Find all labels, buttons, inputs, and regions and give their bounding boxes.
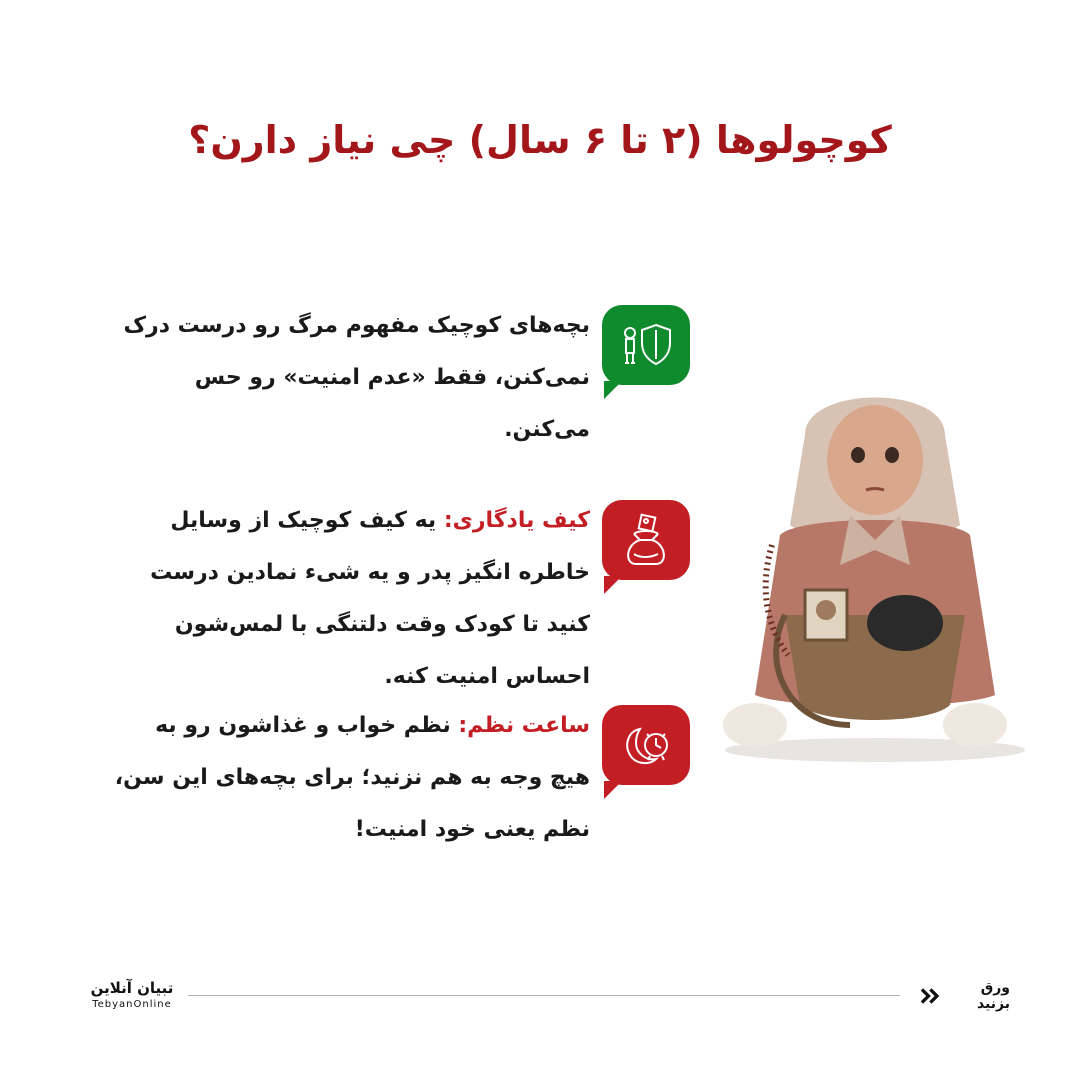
eye-right (885, 447, 899, 463)
logo-persian: تبیان آنلاین (90, 979, 174, 997)
page-title: کوچولوها (۲ تا ۶ سال) چی نیاز دارن؟ (188, 118, 892, 162)
info-body: یه کیف کوچیک از وسایل خاطره انگیز پدر و یه شیء نمادین درست کنید تا کودک وقت دلتنگی با لمس‌شون احساس امنیت کنه. (150, 508, 590, 689)
icon-bubble (602, 305, 690, 385)
info-body: بچه‌های کوچیک مفهوم مرگ رو درست درک نمی‌کنن، فقط «عدم امنیت» رو حس می‌کنن. (123, 313, 590, 442)
eye-left (851, 447, 865, 463)
info-text (110, 300, 590, 456)
sock-left (723, 703, 787, 747)
info-item-death-concept (100, 300, 690, 460)
footer-divider (188, 995, 900, 996)
face (827, 405, 923, 515)
info-body: نظم خواب و غذاشون رو به هیچ وجه به هم نزنید؛ برای بچه‌های این سن، نظم یعنی خود امنیت! (114, 713, 590, 842)
double-chevron-right-icon (920, 987, 941, 1005)
memory-bag-icon (616, 510, 676, 570)
child-illustration (710, 365, 1040, 765)
info-text (110, 700, 590, 856)
logo-english: TebyanOnline (92, 999, 172, 1010)
swipe-label: ورق بزنید (976, 980, 1010, 1012)
sock-right (943, 703, 1007, 747)
icon-bubble (602, 500, 690, 580)
info-item-routine (100, 700, 690, 860)
info-highlight: ساعت نظم: (458, 713, 590, 738)
swipe-hint[interactable] (920, 980, 1010, 1012)
info-item-memory-bag (100, 495, 690, 689)
child-shield-icon (616, 315, 676, 375)
photo-face (816, 600, 836, 620)
mouth (866, 489, 884, 491)
icon-bubble (602, 705, 690, 785)
brand-logo (82, 978, 182, 1012)
black-cloth (867, 595, 943, 651)
info-text (110, 495, 590, 703)
moon-clock-icon (616, 715, 676, 775)
info-highlight: کیف یادگاری: (443, 508, 590, 533)
